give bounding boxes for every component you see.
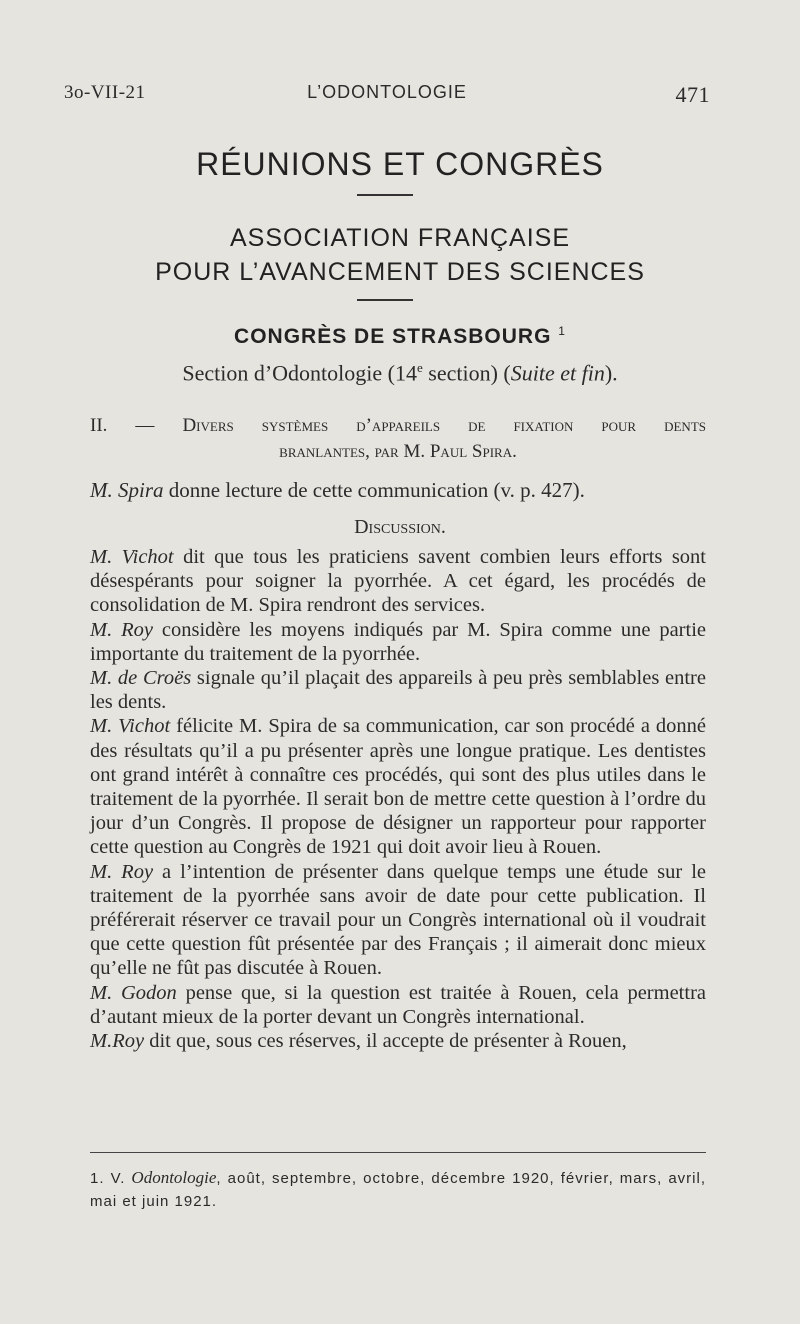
article-heading-line-1: II. — Divers systèmes d’appareils de fixation pour dents bbox=[90, 415, 706, 436]
paragraph bbox=[90, 666, 706, 714]
congress-title bbox=[0, 324, 800, 349]
paragraph-text: dit que tous les praticiens savent combien leurs efforts sont désespérants pour soigner la pyorrhée. A cet égard, les procédés de consolidation de M. Spira rendront des services. bbox=[90, 546, 706, 617]
article-heading-line-2: branlantes, par M. Paul Spira. bbox=[279, 441, 517, 462]
speaker-name: M. Vichot bbox=[90, 546, 174, 568]
paragraph bbox=[90, 1029, 706, 1053]
speaker-name: M. Roy bbox=[90, 860, 154, 883]
speaker-name: M. Godon bbox=[90, 981, 177, 1004]
association-divider bbox=[357, 299, 413, 301]
paragraph bbox=[90, 545, 706, 618]
congress-footnote-mark: 1 bbox=[558, 324, 566, 338]
section-mid: section) ( bbox=[422, 360, 511, 386]
association-line-2: POUR L’AVANCEMENT DES SCIENCES bbox=[155, 258, 645, 286]
discussion-heading: Discussion. bbox=[354, 516, 446, 538]
header-date: 3o-VII-21 bbox=[64, 82, 146, 103]
footnote-text: , août, septembre, octobre, décembre 1920, février, mars, avril, mai et juin 1921. bbox=[90, 1170, 706, 1210]
paragraph-text: dit que, sous ces réserves, il accepte de présenter à Rouen, bbox=[144, 1030, 627, 1053]
paragraph-text: a l’intention de présenter dans quelque temps une étude sur le traitement de la pyorrhée sans avoir de date pour cette publication. Il préférerait réserver ce travail pour un Congrès international où il voudrait que cette question fût présentée par des Français ; il aimerait donc mieux qu’elle ne fût pas discutée à Rouen. bbox=[90, 860, 706, 980]
speaker-name: M. Roy bbox=[90, 618, 153, 641]
paragraph-text: considère les moyens indiqués par M. Spira comme une partie importante du traitement de la pyorrhée. bbox=[90, 618, 706, 665]
paragraph-text: pense que, si la question est traitée à Rouen, cela permettra d’autant mieux de la porter devant un Congrès international. bbox=[90, 981, 706, 1028]
section-prefix: Section d’Odontologie (14 bbox=[182, 360, 417, 386]
read-announcement bbox=[90, 478, 706, 503]
footnote-journal: Odontologie bbox=[131, 1168, 217, 1187]
paragraph bbox=[90, 618, 706, 666]
section-superscript: e bbox=[416, 360, 423, 375]
speaker-name: M.Roy bbox=[90, 1030, 145, 1053]
paragraph bbox=[90, 714, 706, 859]
read-speaker: M. Spira bbox=[90, 478, 164, 502]
association-line-1: ASSOCIATION FRANÇAISE bbox=[229, 224, 571, 252]
section-suffix: ). bbox=[604, 360, 618, 386]
section-italic: Suite et fin bbox=[510, 360, 605, 386]
header-journal-title: L’ODONTOLOGIE bbox=[307, 82, 467, 102]
title-divider bbox=[357, 194, 413, 196]
speaker-name: M. Vichot bbox=[90, 715, 171, 738]
paragraph-text: signale qu’il plaçait des appareils à peu près semblables entre les dents. bbox=[90, 667, 706, 714]
read-text: donne lecture de cette communication (v. p. 427). bbox=[163, 478, 585, 502]
footnote-number: 1. bbox=[90, 1170, 105, 1187]
page-title: RÉUNIONS ET CONGRÈS bbox=[196, 146, 604, 182]
page-number: 471 bbox=[675, 82, 710, 107]
discussion-body bbox=[90, 545, 706, 1053]
section-subtitle bbox=[0, 360, 800, 386]
speaker-name: M. de Croës bbox=[90, 667, 192, 690]
footnote bbox=[90, 1166, 706, 1213]
paragraph-text: félicite M. Spira de sa communication, car son procédé a donné des résultats qu’il a pu présenter après une longue pratique. Les dentistes ont grand intérêt à connaître ces procédés, qui sont des plus utiles dans le traitement de la pyorrhée. Il serait bon de mettre cette question à l’ordre du jour d’un Congrès. Il propose de désigner un rapporteur pour rapporter cette question au Congrès de 1921 qui doit avoir lieu à Rouen. bbox=[90, 715, 706, 859]
running-header bbox=[64, 82, 710, 112]
paragraph bbox=[90, 981, 706, 1029]
congress-title-text: CONGRÈS DE STRASBOURG bbox=[234, 325, 552, 348]
footnote-prefix: V. bbox=[104, 1170, 132, 1187]
paragraph bbox=[90, 860, 706, 981]
footnote-divider bbox=[90, 1152, 706, 1153]
